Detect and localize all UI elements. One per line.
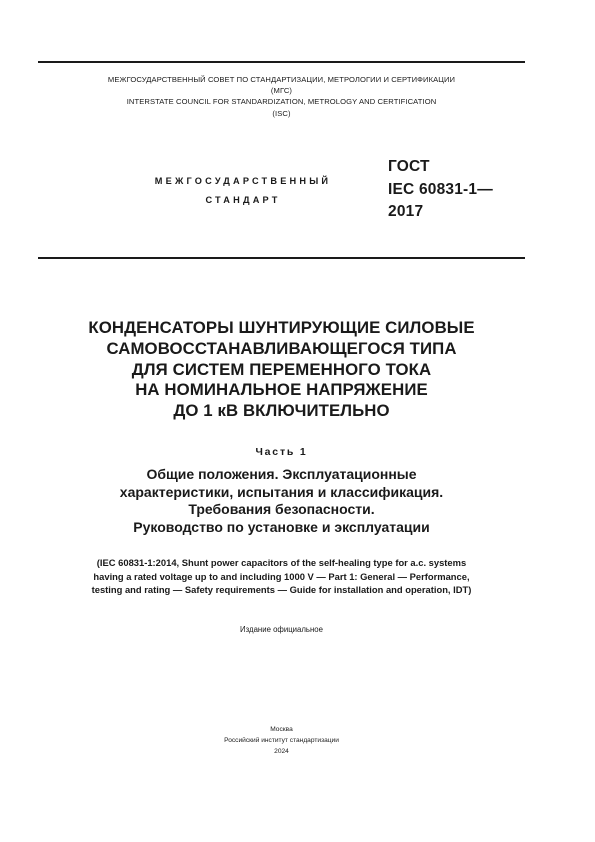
- subtitle-line-1: Общие положения. Эксплуатационные: [146, 466, 417, 482]
- middle-rule: [38, 257, 525, 259]
- council-abbr-en: (ISC): [272, 108, 291, 118]
- title-line-2: САМОВОССТАНАВЛИВАЮЩЕГОСЯ ТИПА: [106, 338, 457, 358]
- footer-city: Москва: [270, 726, 293, 733]
- part-label: Часть 1: [255, 446, 308, 458]
- council-name-en: INTERSTATE COUNCIL FOR STANDARDIZATION, METROLOGY AND CERTIFICATION: [126, 97, 437, 107]
- publisher-footer: [0, 724, 563, 757]
- edition-note: Издание официальное: [240, 625, 323, 634]
- iec-reference-line-3: testing and rating — Safety requirements — Guide for installation and operation, IDT): [91, 584, 472, 596]
- document-subtitle: [0, 466, 563, 536]
- designation-gost: ГОСТ: [388, 158, 430, 175]
- title-line-4: НА НОМИНАЛЬНОЕ НАПРЯЖЕНИЕ: [135, 380, 428, 400]
- standard-type-line-2: СТАНДАРТ: [205, 195, 281, 205]
- top-rule: [38, 61, 525, 63]
- council-abbr-ru: (МГС): [270, 86, 293, 96]
- footer-year: 2024: [274, 748, 289, 755]
- title-line-1: КОНДЕНСАТОРЫ ШУНТИРУЮЩИЕ СИЛОВЫЕ: [88, 318, 475, 337]
- iec-reference-line-2: having a rated voltage up to and including 1000 V — Part 1: General — Performance,: [93, 570, 470, 582]
- standard-type-line-1: МЕЖГОСУДАРСТВЕННЫЙ: [154, 176, 332, 186]
- standard-type: [108, 172, 378, 210]
- subtitle-line-2: характеристики, испытания и классификация.: [119, 483, 444, 500]
- iec-reference-line-1: (IEC 60831-1:2014, Shunt power capacitors of the self-healing type for a.c. systems: [96, 557, 467, 568]
- iec-reference: [0, 556, 563, 597]
- council-name-ru: МЕЖГОСУДАРСТВЕННЫЙ СОВЕТ ПО СТАНДАРТИЗАЦИИ, МЕТРОЛОГИИ И СЕРТИФИКАЦИИ: [107, 75, 456, 84]
- designation-number: IEC 60831-1—: [388, 180, 493, 198]
- subtitle-line-4: Руководство по установке и эксплуатации: [133, 518, 430, 535]
- standard-designation: [388, 156, 493, 224]
- designation-year: 2017: [388, 203, 424, 220]
- title-line-5: ДО 1 кВ ВКЛЮЧИТЕЛЬНО: [173, 401, 390, 421]
- council-header: [38, 74, 525, 119]
- document-title: [0, 318, 563, 422]
- title-line-3: ДЛЯ СИСТЕМ ПЕРЕМЕННОГО ТОКА: [131, 359, 432, 379]
- footer-publisher: Российский институт стандартизации: [224, 737, 339, 744]
- subtitle-line-3: Требования безопасности.: [188, 501, 375, 518]
